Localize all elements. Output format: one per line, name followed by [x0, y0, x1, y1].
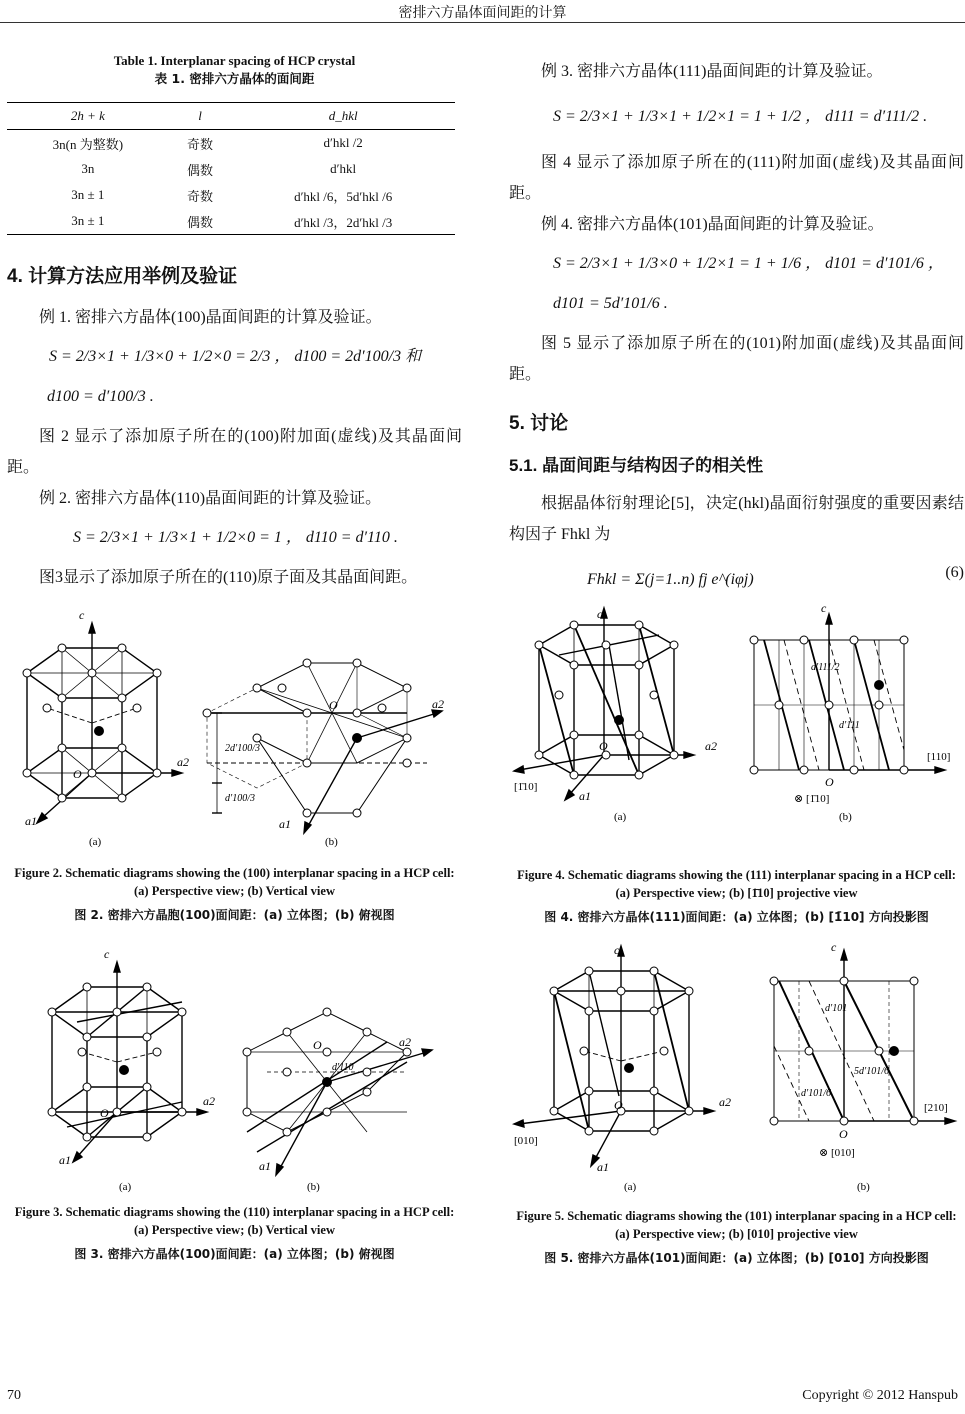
table-cell: d′hkl /6，5d′hkl /6 — [294, 188, 393, 204]
fig2b-label-o: O — [329, 698, 338, 712]
fig2-sub-a: (a) — [89, 836, 102, 848]
fig3b-spacing: d′110 — [332, 1062, 354, 1073]
fig5-label-o: O — [614, 1098, 623, 1112]
table1-caption-en: Table 1. Interplanar spacing of HCP crystal — [113, 53, 356, 68]
fig3b-label-a2: a2 — [399, 1035, 411, 1049]
copyright: Copyright © 2012 Hanspub — [802, 1388, 958, 1403]
equation-6-number: (6) — [945, 564, 964, 581]
left-column — [7, 52, 462, 1263]
figure-5-drawing — [509, 940, 964, 1196]
fig4b-spacing-1: d′111/2 — [811, 662, 840, 673]
table-row — [7, 130, 455, 157]
table-cell: 奇数 — [187, 188, 214, 204]
fig5b-label-c: c — [831, 940, 837, 954]
table1-caption-zh: 表 1. 密排六方晶体的面间距 — [154, 71, 315, 86]
equation-ex4-a: S = 2/3×1 + 1/3×0 + 1/2×1 = 1 + 1/6 ， d101 = d′101/6 ， — [553, 255, 944, 272]
table-header-row — [7, 103, 455, 130]
table-cell: d′hkl /2 — [323, 135, 363, 150]
fig3b-label-o: O — [313, 1038, 322, 1052]
fig2b-label-a1: a1 — [279, 817, 291, 831]
fig2b-spacing-1: 2d′100/3 — [225, 743, 260, 754]
fig5b-spacing-1: d′101 — [825, 1003, 848, 1014]
header-rule — [0, 22, 965, 23]
fig3-label-a2: a2 — [203, 1094, 215, 1108]
fig5b-label-bottom: ⊗ [010] — [819, 1147, 855, 1159]
fig2-label-a1: a1 — [25, 814, 37, 828]
figure-5 — [509, 940, 964, 1267]
figure-3-drawing — [7, 942, 462, 1192]
example-2: 例 2. 密排六方晶体(110)晶面间距的计算及验证。 — [39, 490, 382, 507]
fig4-label-a2: a2 — [705, 739, 717, 753]
fig4-label-a1: a1 — [579, 789, 591, 803]
section-5-1-title: 5.1. 晶面间距与结构因子的相关性 — [509, 456, 764, 475]
table-row — [7, 182, 455, 208]
example-2-desc: 图3显示了添加原子所在的(110)原子面及其晶面间距。 — [39, 569, 418, 586]
example-3-desc: 图 4 显示了添加原子所在的(111)附加面(虚线)及其晶面间距。 — [509, 154, 964, 202]
example-4-desc: 图 5 显示了添加原子所在的(101)附加面(虚线)及其晶面间距。 — [509, 335, 964, 383]
table-header-cell: 2h + k — [7, 103, 169, 130]
example-1: 例 1. 密排六方晶体(100)晶面间距的计算及验证。 — [39, 309, 382, 326]
figure-2 — [7, 603, 462, 924]
page-number: 70 — [7, 1388, 21, 1403]
figure-3-caption-zh: 图 3. 密排六方晶体(100)面间距：(a) 立体图；(b) 俯视图 — [74, 1247, 395, 1261]
fig4-sub-b: (b) — [839, 811, 852, 823]
equation-6-row — [509, 550, 964, 610]
example-3: 例 3. 密排六方晶体(111)晶面间距的计算及验证。 — [541, 63, 883, 80]
section-5-1-text: 根据晶体衍射理论[5]，决定(hkl)晶面衍射强度的重要因素结构因子 Fhkl 为 — [509, 495, 964, 543]
equation-6: Fhkl = Σ(j=1..n) fj e^(iφj) — [587, 571, 754, 588]
equation-ex1-a: S = 2/3×1 + 1/3×0 + 1/2×0 = 2/3 ， d100 = 2d′100/3 和 — [49, 348, 422, 365]
fig5b-spacing-3: d′101/6 — [801, 1088, 831, 1099]
table-cell: 3n(n 为整数) — [52, 136, 124, 152]
section-4-title: 4. 计算方法应用举例及验证 — [7, 266, 238, 287]
figure-5-caption-en: Figure 5. Schematic diagrams showing the (101) interplanar spacing in a HCP cell: (a) Perspective view; (b) [010] projective view — [516, 1209, 957, 1241]
fig3-sub-a: (a) — [119, 1181, 132, 1193]
fig2b-spacing-2: d′100/3 — [225, 793, 255, 804]
figure-4-caption-zh: 图 4. 密排六方晶体(111)面间距：(a) 立体图；(b) [1̄10] 方向投影图 — [544, 910, 929, 924]
right-column — [509, 52, 964, 1267]
figure-2-caption-en: Figure 2. Schematic diagrams showing the (100) interplanar spacing in a HCP cell: (a) Perspective view; (b) Vertical view — [14, 866, 455, 898]
fig4b-label-o: O — [825, 775, 834, 789]
section-5-title: 5. 讨论 — [509, 413, 569, 434]
fig4b-spacing-2: d′111 — [839, 720, 860, 731]
fig4-label-c: c — [597, 607, 603, 621]
fig4-label-left: [1̄10] — [514, 781, 538, 793]
equation-ex2: S = 2/3×1 + 1/3×1 + 1/2×0 = 1 ， d110 = d′110 . — [73, 529, 398, 546]
table1 — [7, 102, 455, 235]
figure-2-drawing — [7, 603, 462, 853]
fig5b-label-right: [210] — [924, 1102, 948, 1114]
table-cell: 偶数 — [187, 162, 214, 178]
fig5-sub-b: (b) — [857, 1181, 870, 1193]
fig4b-label-right: [110] — [927, 751, 951, 763]
running-header: 密排六方晶体面间距的计算 — [398, 6, 567, 21]
table-cell: d′hkl /3，2d′hkl /3 — [231, 208, 455, 235]
example-1-desc: 图 2 显示了添加原子所在的(100)附加面(虚线)及其晶面间距。 — [7, 428, 462, 476]
equation-ex3: S = 2/3×1 + 1/3×1 + 1/2×1 = 1 + 1/2 ， d111 = d′111/2 . — [553, 108, 928, 125]
table-cell: 偶数 — [169, 208, 232, 235]
figure-5-caption-zh: 图 5. 密排六方晶体(101)面间距：(a) 立体图；(b) [010] 方向投影图 — [544, 1251, 929, 1265]
fig2-label-a2: a2 — [177, 755, 189, 769]
fig4-label-o: O — [599, 739, 608, 753]
fig3-label-c: c — [104, 947, 110, 961]
table-row — [7, 208, 455, 235]
figure-4-caption-en: Figure 4. Schematic diagrams showing the (111) interplanar spacing in a HCP cell: (a) Perspective view; (b) [1̄10] projective view — [517, 868, 956, 900]
fig3b-label-a1: a1 — [259, 1159, 271, 1173]
fig4-sub-a: (a) — [614, 811, 627, 823]
table-cell: d′hkl — [330, 161, 357, 176]
table-row — [7, 156, 455, 182]
figure-3-caption-en: Figure 3. Schematic diagrams showing the (110) interplanar spacing in a HCP cell: (a) Perspective view; (b) Vertical view — [14, 1205, 455, 1237]
example-4: 例 4. 密排六方晶体(101)晶面间距的计算及验证。 — [541, 216, 884, 233]
table-header-cell: l — [169, 103, 232, 130]
equation-ex1-b: d100 = d′100/3 . — [47, 388, 154, 405]
fig4b-label-bottom: ⊗ [1̄10] — [794, 793, 830, 805]
fig2-label-c: c — [79, 608, 85, 622]
fig5b-label-o: O — [839, 1127, 848, 1141]
figure-2-caption-zh: 图 2. 密排六方晶胞(100)面间距：(a) 立体图；(b) 俯视图 — [74, 908, 395, 922]
fig4b-label-c: c — [821, 601, 827, 615]
fig5-label-c: c — [614, 943, 620, 957]
fig3-label-a1: a1 — [59, 1153, 71, 1167]
figure-4 — [509, 601, 964, 926]
table-cell: 3n — [81, 161, 95, 176]
fig5-label-a2: a2 — [719, 1095, 731, 1109]
fig5-sub-a: (a) — [624, 1181, 637, 1193]
fig3-sub-b: (b) — [307, 1181, 320, 1193]
fig3-label-o: O — [100, 1106, 109, 1120]
table-header-cell: d_hkl — [231, 103, 455, 130]
fig5-label-a1: a1 — [597, 1160, 609, 1174]
fig5-label-left: [010] — [514, 1135, 538, 1147]
table-cell: 3n ± 1 — [7, 208, 169, 235]
figure-3 — [7, 942, 462, 1263]
fig5b-spacing-2: 5d′101/6 — [854, 1066, 889, 1077]
table-cell: 3n ± 1 — [71, 187, 105, 202]
fig2-sub-b: (b) — [325, 836, 338, 848]
fig2b-label-a2: a2 — [432, 697, 444, 711]
fig2-label-o: O — [73, 767, 82, 781]
equation-ex4-b: d101 = 5d′101/6 . — [553, 295, 668, 312]
figure-4-drawing — [509, 601, 964, 855]
table-cell: 奇数 — [187, 136, 214, 152]
